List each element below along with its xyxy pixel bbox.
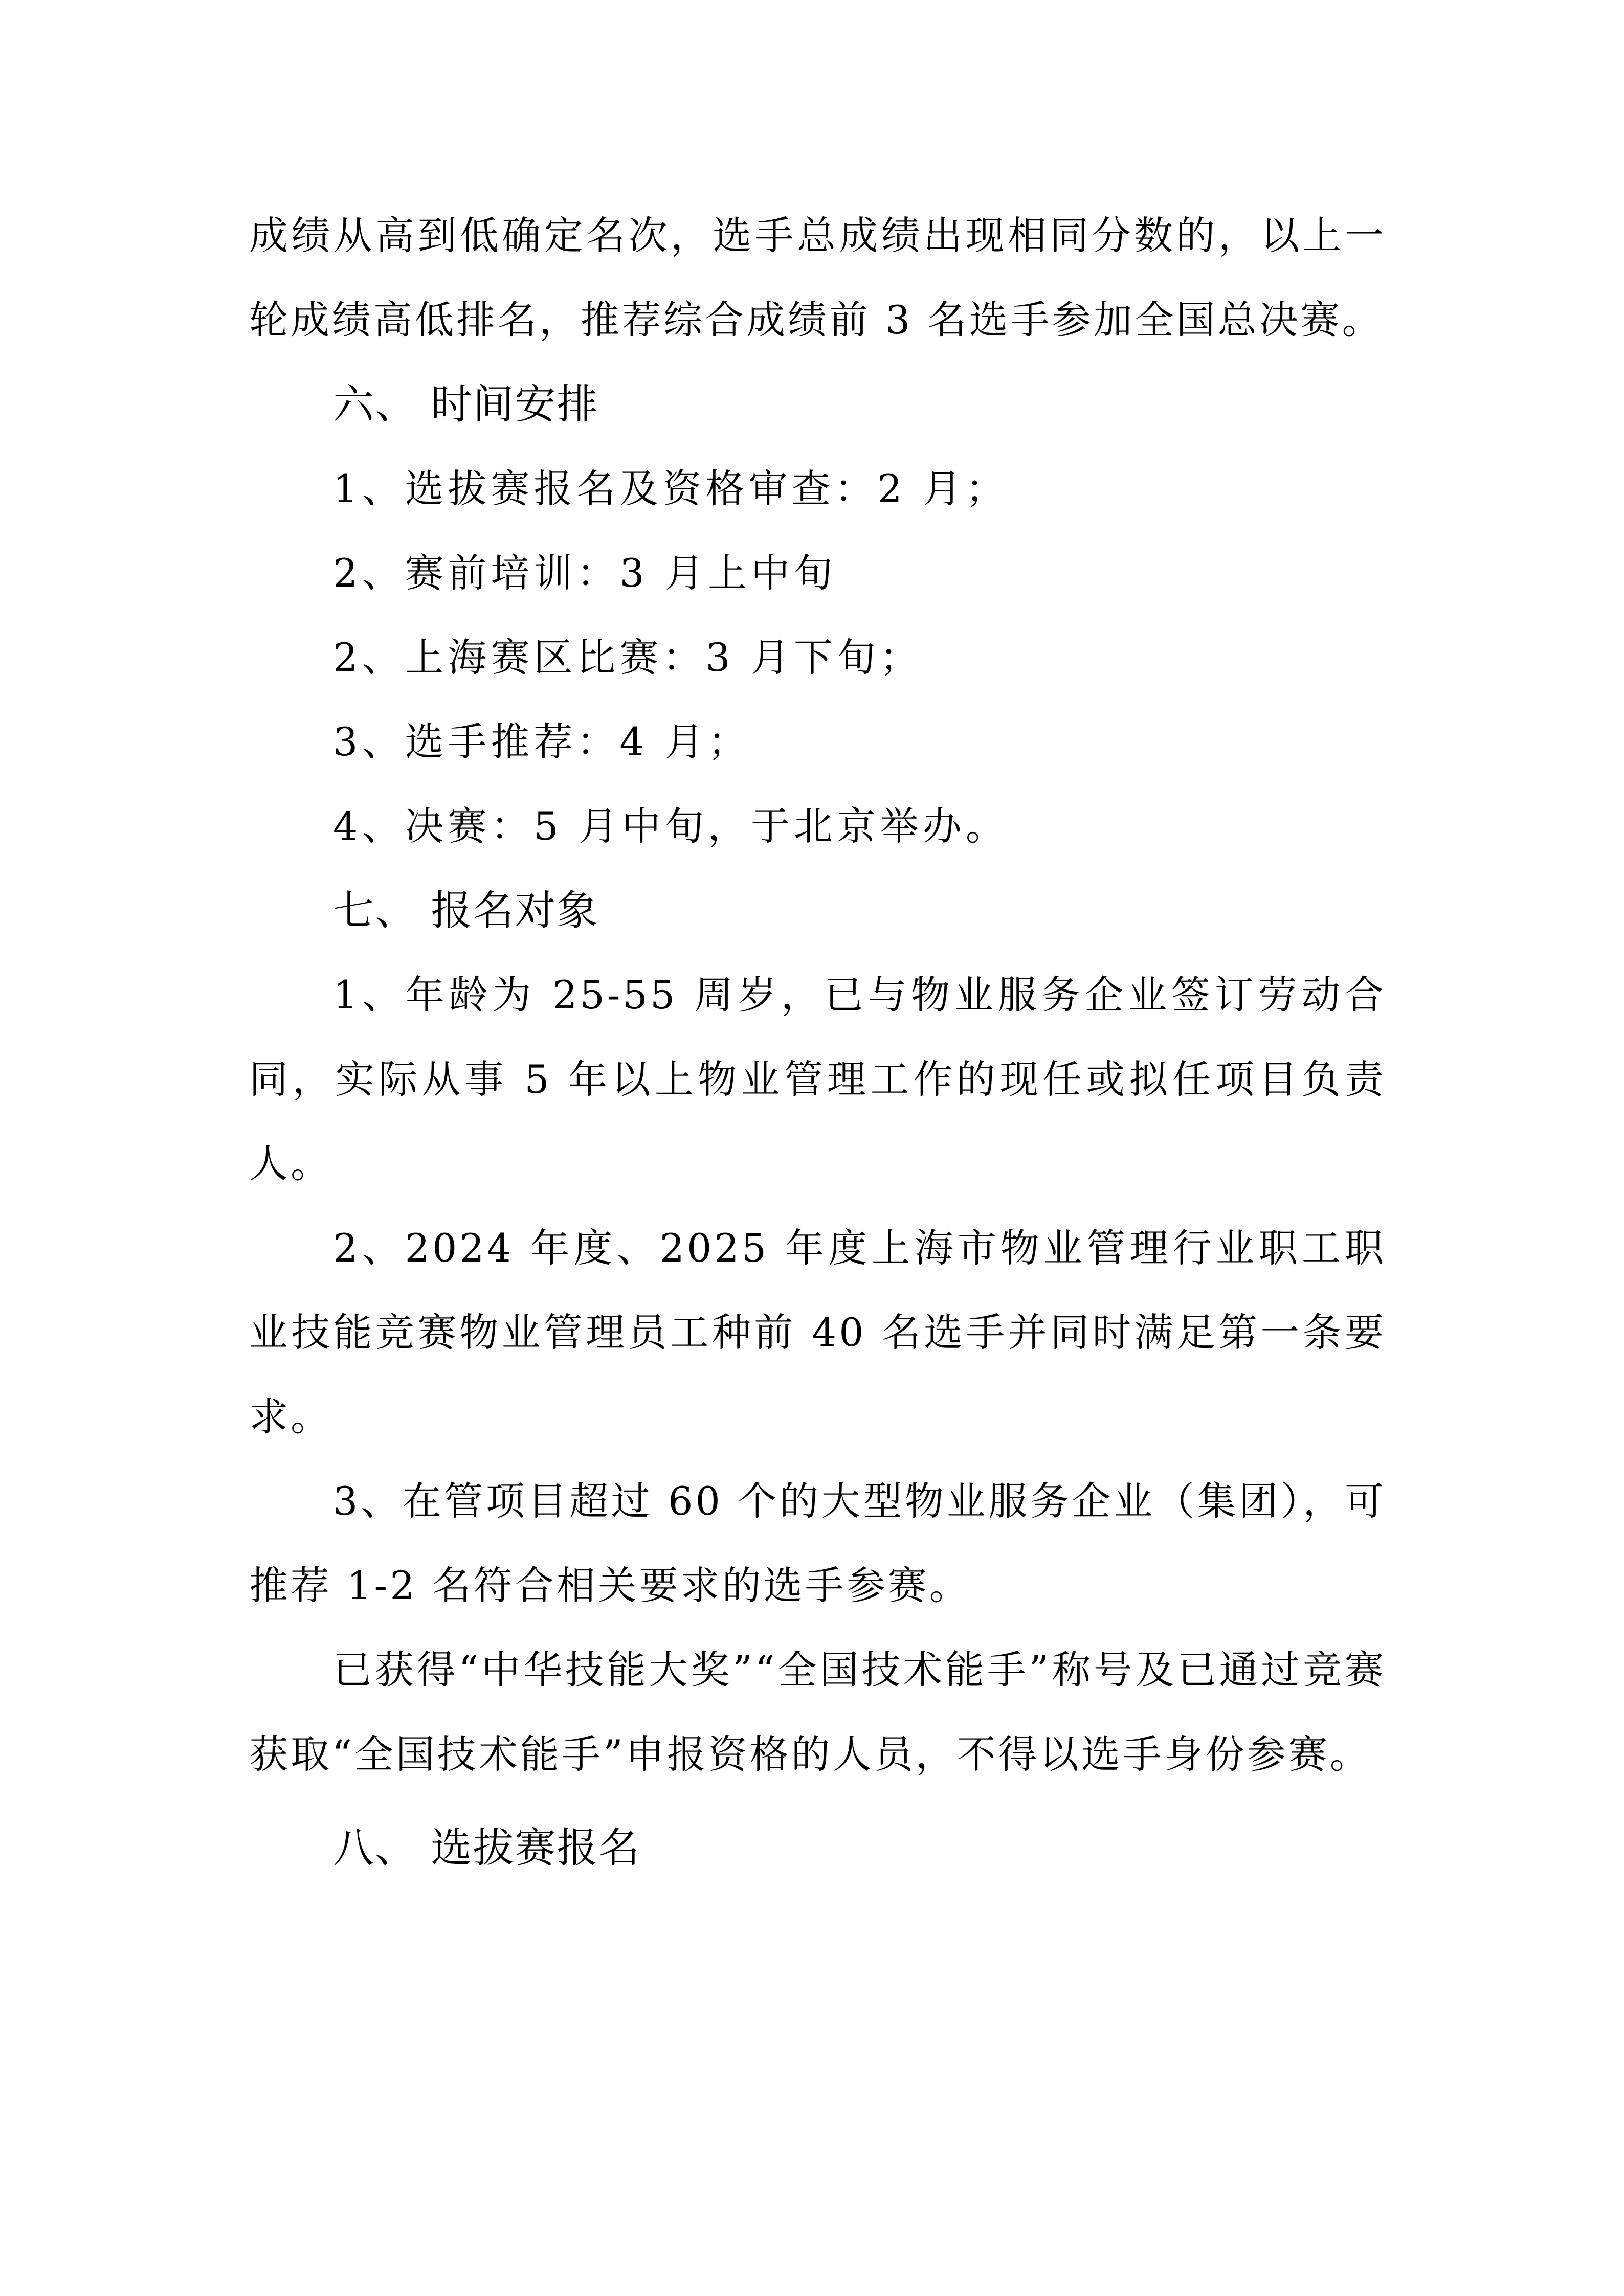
eligibility-paragraph: 已获得“中华技能大奖”“全国技术能手”称号及已通过竞赛获取“全国技术能手”申报资格的人员，不得以选手身份参赛。 — [249, 1647, 1386, 1777]
document-page — [249, 193, 1386, 1890]
eligibility-paragraph: 1、年龄为 25-55 周岁，已与物业服务企业签订劳动合同，实际从事 5 年以上物业管理工作的现任或拟任项目负责人。 — [249, 972, 1386, 1186]
section-heading-eligibility: 七、 报名对象 — [333, 887, 599, 934]
schedule-item: 3、选手推荐：4 月； — [333, 719, 751, 764]
continuation-paragraph: 成绩从高到低确定名次，选手总成绩出现相同分数的，以上一轮成绩高低排名，推荐综合成绩前 3 名选手参加全国总决赛。 — [249, 213, 1386, 343]
schedule-item: 4、决赛：5 月中旬，于北京举办。 — [333, 803, 1009, 849]
schedule-item: 2、上海赛区比赛：3 月下旬； — [333, 635, 923, 680]
section-heading-registration: 八、 选拔赛报名 — [333, 1824, 641, 1872]
section-heading-schedule: 六、 时间安排 — [333, 380, 599, 428]
schedule-item: 2、赛前培训：3 月上中旬 — [333, 550, 837, 596]
eligibility-paragraph: 3、在管项目超过 60 个的大型物业服务企业（集团），可推荐 1-2 名符合相关要求的选手参赛。 — [249, 1478, 1386, 1608]
schedule-item: 1、选拔赛报名及资格审查：2 月； — [333, 466, 1009, 511]
eligibility-paragraph: 2、2024 年度、2025 年度上海市物业管理行业职工职业技能竞赛物业管理员工种前 40 名选手并同时满足第一条要求。 — [249, 1225, 1386, 1439]
